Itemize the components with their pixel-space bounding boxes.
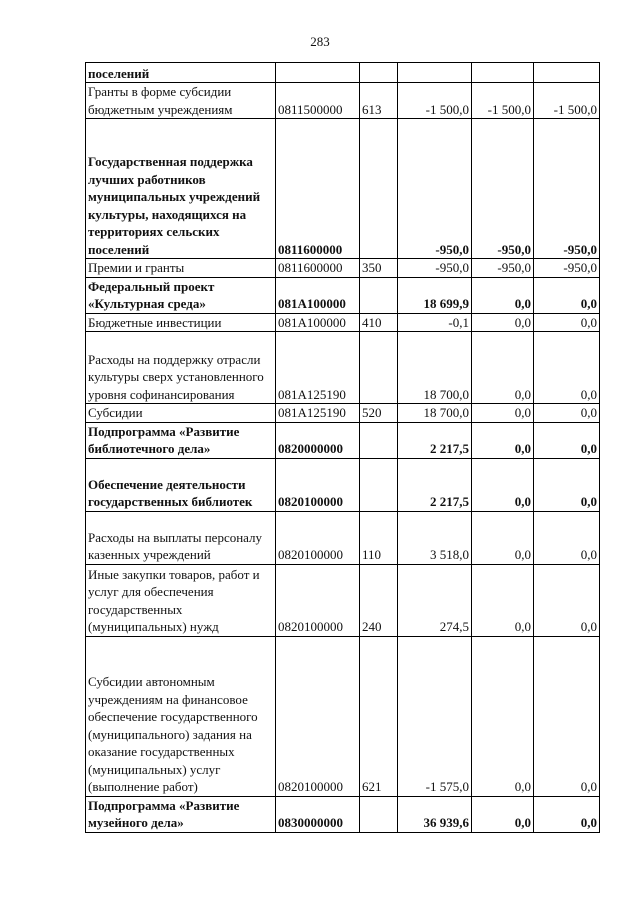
row-value-3: 0,0 <box>534 332 600 404</box>
table-row <box>86 636 600 796</box>
row-value-2: 0,0 <box>472 796 534 832</box>
row-value-2: -1 500,0 <box>472 83 534 119</box>
row-expense-type: 240 <box>360 564 398 636</box>
table-row <box>86 796 600 832</box>
row-value-1 <box>398 63 472 83</box>
table-row <box>86 119 600 259</box>
row-expense-type <box>360 458 398 511</box>
budget-table <box>85 62 600 833</box>
row-value-2: 0,0 <box>472 404 534 423</box>
row-name: Премии и гранты <box>86 259 276 278</box>
row-code: 0820100000 <box>276 511 360 564</box>
row-expense-type <box>360 332 398 404</box>
row-expense-type: 110 <box>360 511 398 564</box>
row-expense-type: 350 <box>360 259 398 278</box>
row-value-1: 36 939,6 <box>398 796 472 832</box>
row-value-1: -950,0 <box>398 119 472 259</box>
row-name: Подпрограмма «Развитие библиотечного дела» <box>86 422 276 458</box>
row-value-2: 0,0 <box>472 564 534 636</box>
row-code: 081А100000 <box>276 313 360 332</box>
row-value-2: 0,0 <box>472 422 534 458</box>
row-value-1: 2 217,5 <box>398 458 472 511</box>
row-value-3: -1 500,0 <box>534 83 600 119</box>
row-value-1: -1 575,0 <box>398 636 472 796</box>
row-name: Бюджетные инвестиции <box>86 313 276 332</box>
row-code: 0820100000 <box>276 458 360 511</box>
row-value-1: -0,1 <box>398 313 472 332</box>
row-value-3: 0,0 <box>534 564 600 636</box>
table-row <box>86 63 600 83</box>
row-code: 081А125190 <box>276 404 360 423</box>
row-code: 0820000000 <box>276 422 360 458</box>
row-code <box>276 63 360 83</box>
row-value-1: -950,0 <box>398 259 472 278</box>
row-value-1: 18 700,0 <box>398 404 472 423</box>
row-value-2: 0,0 <box>472 332 534 404</box>
row-code: 0811600000 <box>276 259 360 278</box>
row-expense-type: 520 <box>360 404 398 423</box>
row-value-3: 0,0 <box>534 458 600 511</box>
table-row <box>86 83 600 119</box>
row-value-3: 0,0 <box>534 796 600 832</box>
row-expense-type: 621 <box>360 636 398 796</box>
row-expense-type: 613 <box>360 83 398 119</box>
table-row <box>86 313 600 332</box>
row-expense-type <box>360 422 398 458</box>
row-value-1: 18 699,9 <box>398 277 472 313</box>
row-value-3: 0,0 <box>534 313 600 332</box>
row-name: Государственная поддержка лучших работников муниципальных учреждений культуры, находящихся на территориях сельских поселений <box>86 119 276 259</box>
row-value-2: 0,0 <box>472 636 534 796</box>
row-value-3: 0,0 <box>534 422 600 458</box>
row-value-1: 274,5 <box>398 564 472 636</box>
row-code: 0811600000 <box>276 119 360 259</box>
row-code: 0820100000 <box>276 636 360 796</box>
row-expense-type <box>360 63 398 83</box>
row-value-3 <box>534 63 600 83</box>
row-value-3: 0,0 <box>534 636 600 796</box>
row-name: Расходы на поддержку отрасли культуры сверх установленного уровня софинансирования <box>86 332 276 404</box>
row-value-2: -950,0 <box>472 259 534 278</box>
row-expense-type <box>360 796 398 832</box>
row-expense-type <box>360 119 398 259</box>
row-value-3: 0,0 <box>534 277 600 313</box>
row-code: 0830000000 <box>276 796 360 832</box>
row-code: 0811500000 <box>276 83 360 119</box>
row-name: Федеральный проект «Культурная среда» <box>86 277 276 313</box>
row-name: Обеспечение деятельности государственных библиотек <box>86 458 276 511</box>
row-name: Субсидии <box>86 404 276 423</box>
row-value-3: -950,0 <box>534 259 600 278</box>
table-row <box>86 277 600 313</box>
row-code: 081А100000 <box>276 277 360 313</box>
row-name: Расходы на выплаты персоналу казенных учреждений <box>86 511 276 564</box>
row-code: 081А125190 <box>276 332 360 404</box>
row-name: Подпрограмма «Развитие музейного дела» <box>86 796 276 832</box>
table-row <box>86 564 600 636</box>
row-value-2: 0,0 <box>472 511 534 564</box>
table-row <box>86 458 600 511</box>
row-value-1: 3 518,0 <box>398 511 472 564</box>
row-value-2: 0,0 <box>472 458 534 511</box>
page-number: 283 <box>310 34 330 49</box>
row-value-2: 0,0 <box>472 313 534 332</box>
row-value-1: 18 700,0 <box>398 332 472 404</box>
row-name: поселений <box>86 63 276 83</box>
row-value-1: 2 217,5 <box>398 422 472 458</box>
row-value-3: -950,0 <box>534 119 600 259</box>
row-name: Гранты в форме субсидии бюджетным учреждениям <box>86 83 276 119</box>
row-expense-type <box>360 277 398 313</box>
row-value-2 <box>472 63 534 83</box>
table-row <box>86 404 600 423</box>
row-expense-type: 410 <box>360 313 398 332</box>
row-value-3: 0,0 <box>534 404 600 423</box>
row-value-2: 0,0 <box>472 277 534 313</box>
table-row <box>86 332 600 404</box>
table-row <box>86 259 600 278</box>
row-value-1: -1 500,0 <box>398 83 472 119</box>
row-code: 0820100000 <box>276 564 360 636</box>
row-name: Субсидии автономным учреждениям на финансовое обеспечение государственного (муниципального) задания на оказание государственных (муниципальных) услуг (выполнение работ) <box>86 636 276 796</box>
row-name: Иные закупки товаров, работ и услуг для обеспечения государственных (муниципальных) нужд <box>86 564 276 636</box>
table-row <box>86 422 600 458</box>
row-value-3: 0,0 <box>534 511 600 564</box>
table-row <box>86 511 600 564</box>
row-value-2: -950,0 <box>472 119 534 259</box>
